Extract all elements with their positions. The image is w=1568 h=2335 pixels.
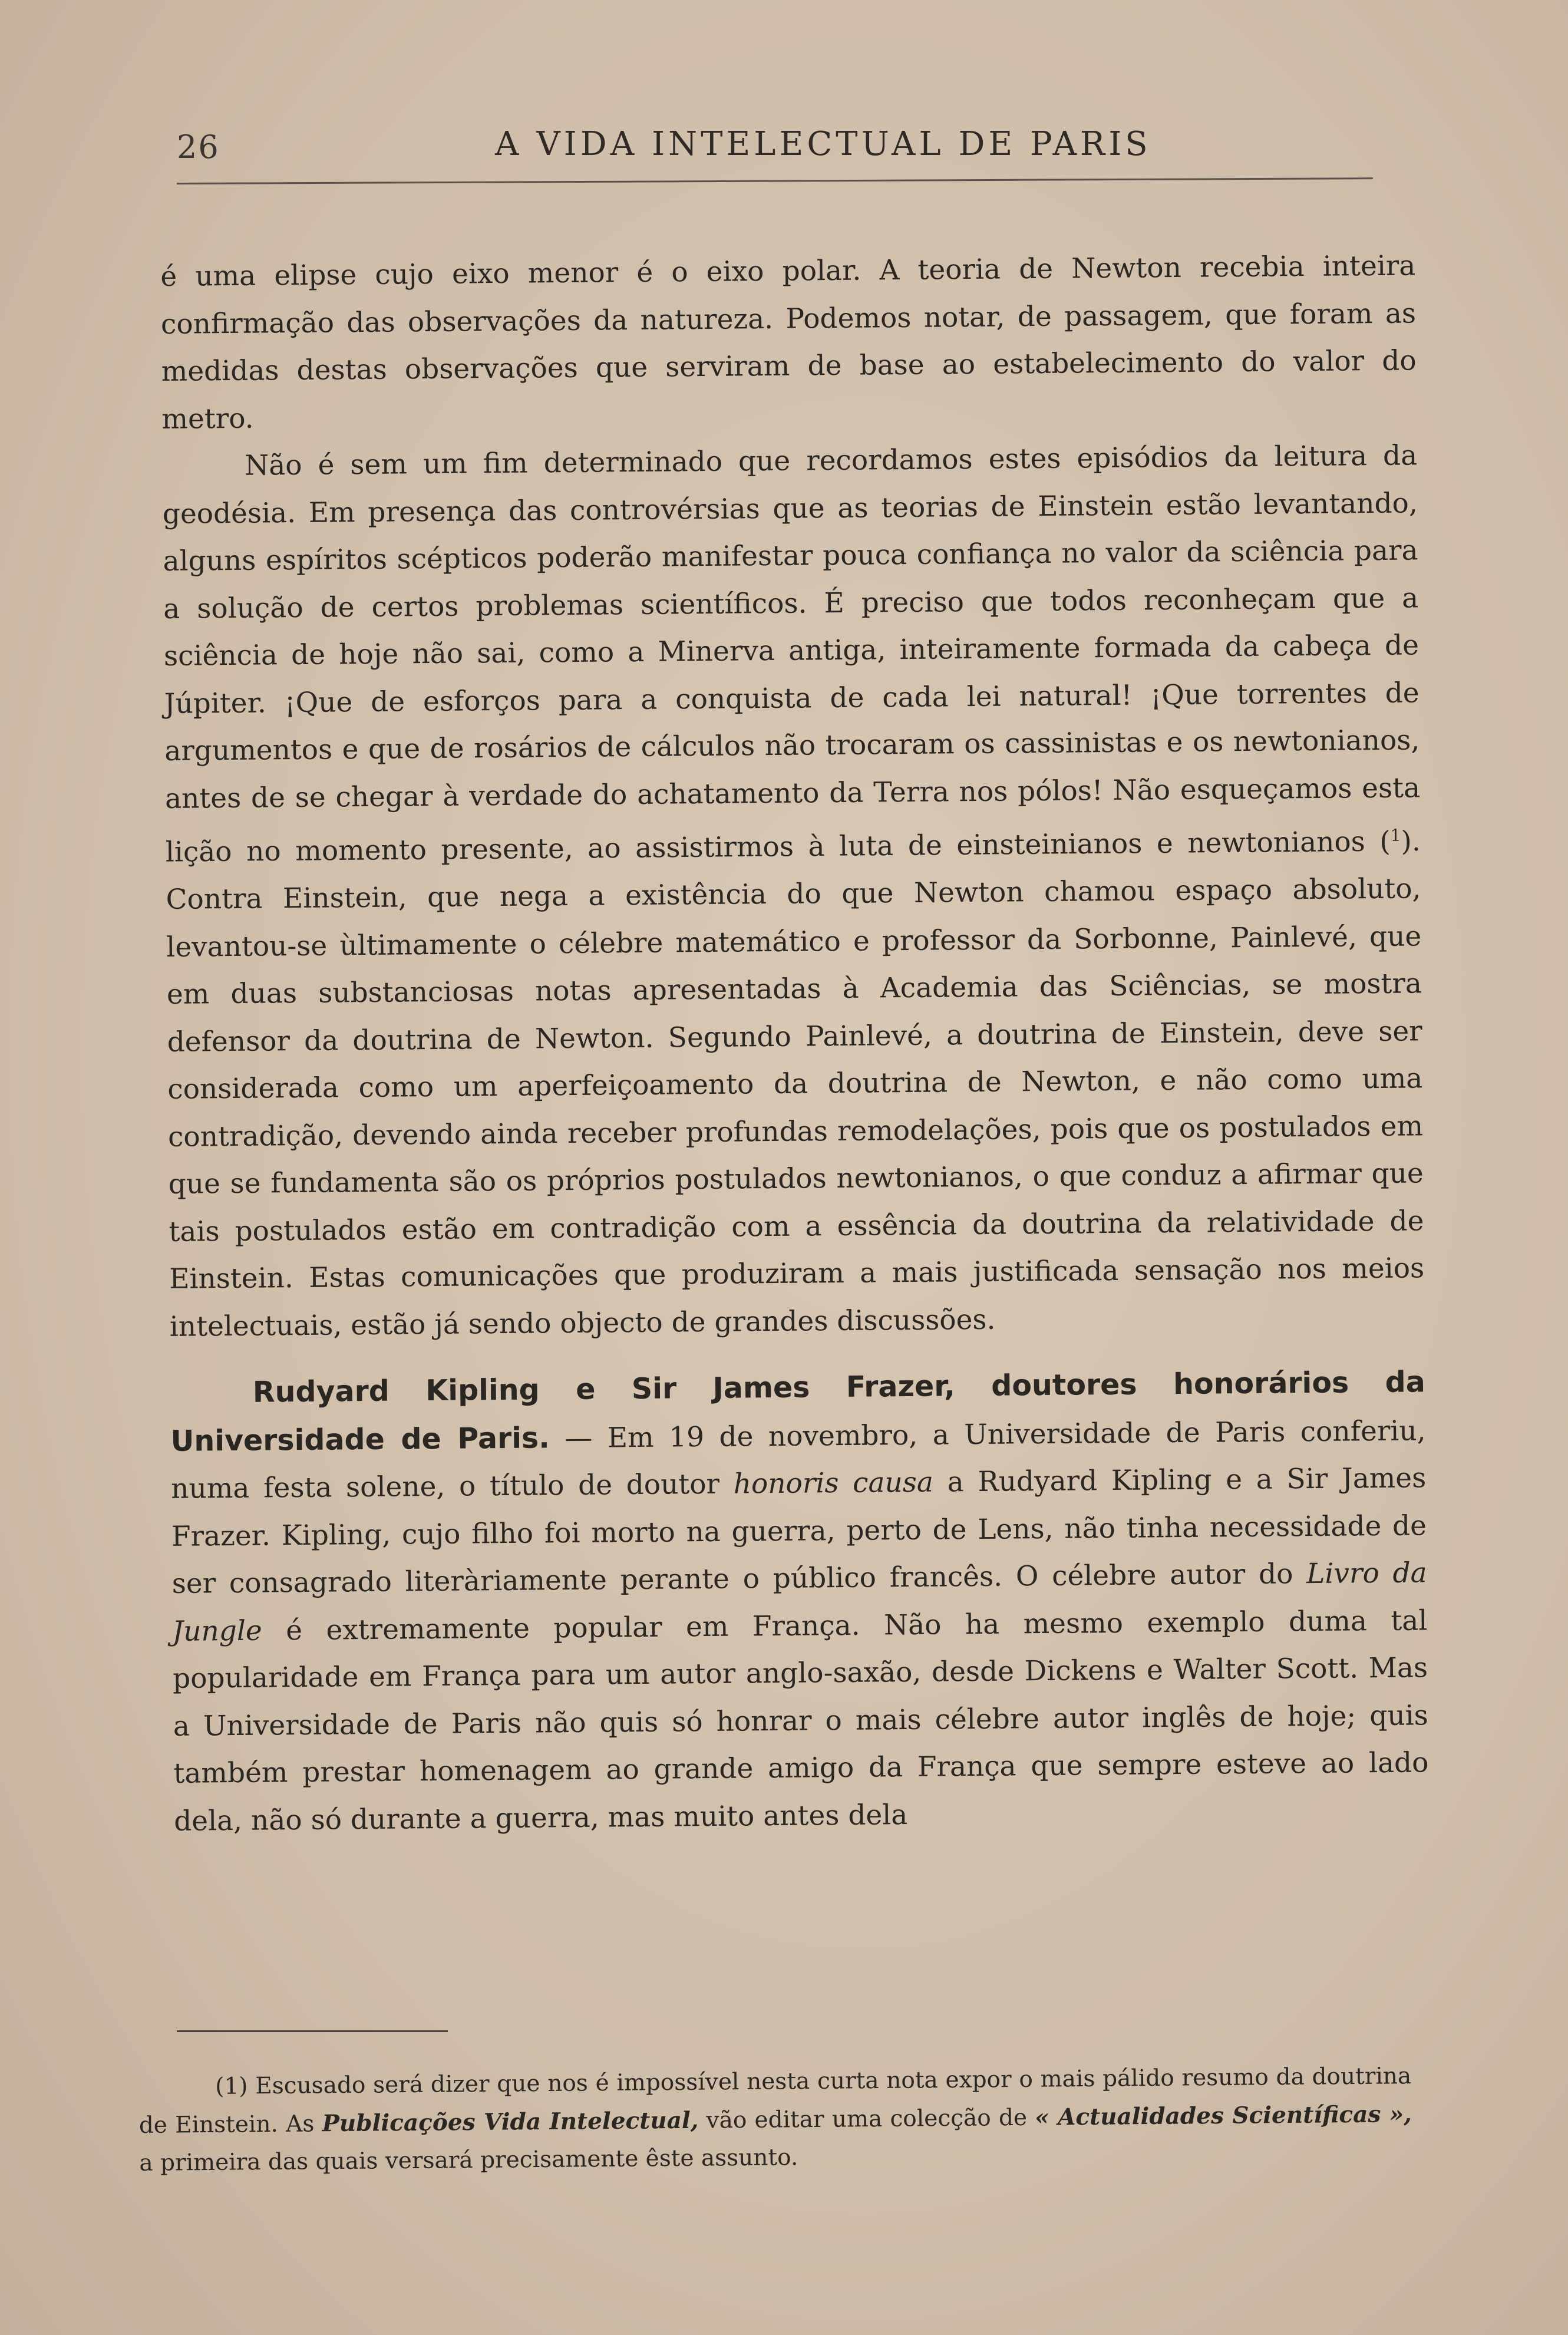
footnote-text-c: a primeira das quais versará precisamente êste assunto. bbox=[139, 2144, 798, 2176]
italic-phrase-honoris-causa: honoris causa bbox=[733, 1466, 934, 1500]
paragraph-2 bbox=[162, 432, 1425, 1351]
footnote-text-a: Escusado será dizer que nos é impossível nesta curta nota expor o mais pálido resumo da doutrina de Einstein. As bbox=[138, 2063, 1412, 2139]
paragraph-1: é uma elipse cujo eixo menor é o eixo polar. A teoria de Newton recebia inteira confirmação das observações da natureza. Podemos notar, de passagem, que foram as medidas destas observações que serviram de base ao estabelecimento do valor do metro. bbox=[160, 249, 1417, 436]
paragraph-3-part-b: a Rudyard Kipling e a Sir James Frazer. Kipling, cujo filho foi morto na guerra, perto de Lens, não tinha necessidade de ser consagrado literàriamente perante o público francês. O célebre autor do bbox=[171, 1462, 1427, 1601]
paragraph-2-part-a: Não é sem um fim determinado que recordamos estes episódios da leitura da geodésia. Em presença das controvérsias que as teorias de Einstein estão levantando, alguns espíritos scépticos poderão manifestar pouca confiança no valor da sciência para a solução de certos problemas scientíficos. É preciso que todos reconheçam que a sciência de hoje não sai, como a Minerva antiga, inteiramente formada da cabeça de Júpiter. ¡Que de esforços para a conquista de cada lei natural! ¡Que torrentes de argumentos e que de rosários de cálculos não trocaram os cassinistas e os newtonianos, antes de se chegar à verdade do achatamento da Terra nos pólos! Não esqueçamos esta lição no momento presente, ao assistirmos à luta de einsteinianos e newtonianos ( bbox=[162, 439, 1421, 869]
page-header bbox=[177, 125, 1373, 176]
running-head: A VIDA INTELECTUAL DE PARIS bbox=[495, 125, 1151, 163]
section-heading: Rudyard Kipling e Sir James Frazer, doutores honorários da Universidade de Paris. bbox=[170, 1365, 1426, 1458]
footnote-italic-actualidades: « Actualidades Scientíficas », bbox=[1035, 2100, 1412, 2131]
paragraph-3-part-c: é extremamente popular em França. Não ha mesmo exemplo duma tal popularidade em França para um autor anglo-saxão, desde Dickens e Walter Scott. Mas a Universidade de Paris não quis só honrar o mais célebre autor inglês de hoje; quis também prestar homenagem ao grande amigo da França que sempre esteve ao lado dela, não só durante a guerra, mas muito antes dela bbox=[172, 1604, 1429, 1838]
body-text bbox=[160, 242, 1429, 1845]
paragraph-3-part-a: — Em 19 de novembro, a Universidade de Paris conferiu, numa festa solene, o título de doutor bbox=[171, 1414, 1426, 1506]
footnote-reference: 1 bbox=[1390, 825, 1401, 845]
header-rule bbox=[177, 177, 1373, 184]
paragraph-3 bbox=[170, 1358, 1430, 1845]
footnote-1 bbox=[138, 2057, 1412, 2182]
page-number: 26 bbox=[177, 128, 220, 166]
footnote-text-b: vão editar uma colecção de bbox=[698, 2104, 1035, 2134]
footnote-rule bbox=[177, 2030, 448, 2032]
footnote-mark: (1) bbox=[215, 2073, 248, 2100]
paragraph-2-part-b: ). Contra Einstein, que nega a existência do que Newton chamou espaço absoluto, levantou-se ùltimamente o célebre matemático e professor da Sorbonne, Painlevé, que em duas substanciosas notas apresentadas à Academia das Sciências, se mostra defensor da doutrina de Newton. Segundo Painlevé, a doutrina de Einstein, deve ser considerada como um aperfeiçoamento da doutrina de Newton, e não como uma contradição, devendo ainda receber profundas remodelações, pois que os postulados em que se fundamenta são os próprios postulados newtonianos, o que conduz a afirmar que tais postulados estão em contradição com a essência da doutrina da relatividade de Einstein. Estas comunicações que produziram a mais justificada sensação nos meios intelectuais, estão já sendo objecto de grandes discussões. bbox=[166, 825, 1425, 1343]
italic-title-livro-da-jungle: Livro da Jungle bbox=[172, 1556, 1427, 1648]
footnotes bbox=[138, 2057, 1412, 2182]
footnote-italic-publicacoes: Publicações Vida Intelectual, bbox=[322, 2106, 699, 2138]
